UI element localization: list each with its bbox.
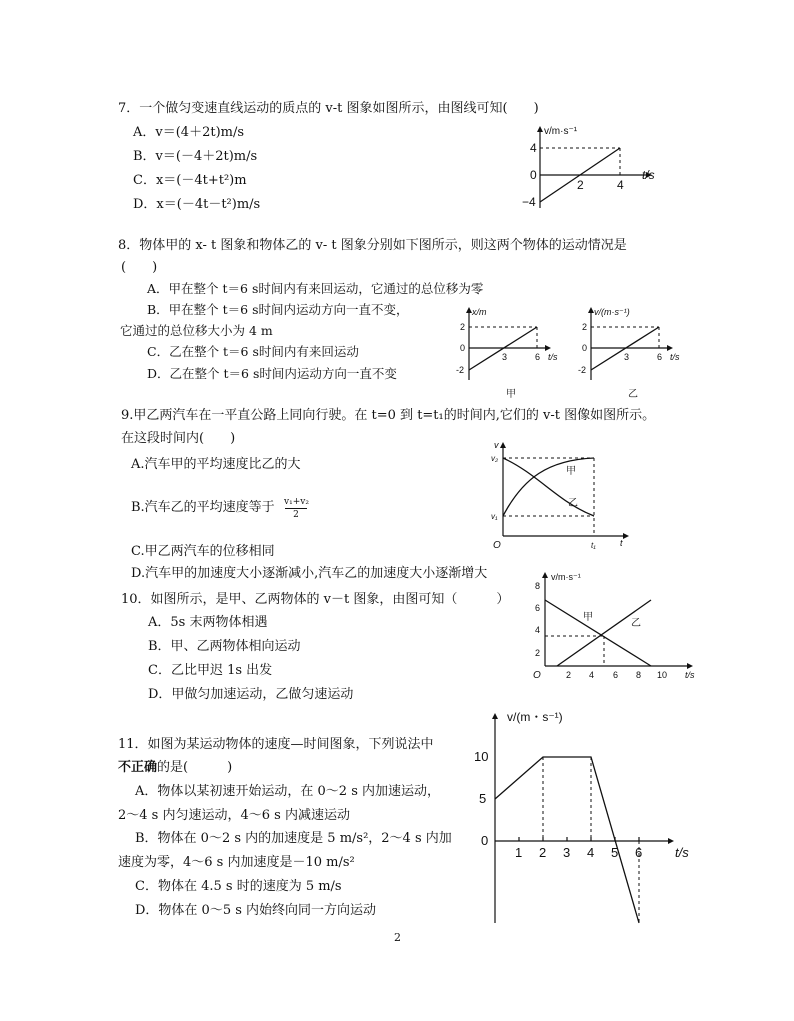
q9-option-b: B.汽车乙的平均速度等于 — [131, 500, 275, 515]
q9-v1-label: v₁ — [491, 512, 498, 521]
q8-yi-xtick-6: 6 — [657, 352, 663, 362]
q8-jia-xtick-3: 3 — [502, 352, 508, 362]
q11-stem-tail: 的是( ) — [157, 760, 233, 775]
q7-xlabel: t/s — [642, 168, 655, 182]
q8-jia-xtick-6: 6 — [535, 352, 541, 362]
q10-ytick-2: 2 — [535, 648, 541, 658]
q9-stem-line2: 在这段时间内( ) — [121, 431, 236, 446]
q11-xtick-3: 3 — [563, 845, 571, 860]
q9-graph — [488, 438, 633, 550]
q8-yi-ylabel: v/(m·s⁻¹) — [594, 307, 630, 317]
q8-jia-xlabel: t/s — [548, 352, 558, 362]
q11-ytick-10: 10 — [474, 749, 489, 764]
q11-stem: 11．如图为某运动物体的速度—时间图象，下列说法中 — [118, 737, 434, 752]
q9-xlabel: t — [620, 538, 623, 548]
q10-jia-line — [545, 600, 651, 666]
q11-xtick-2: 2 — [539, 845, 547, 860]
q9-option-c: C.甲乙两汽车的位移相同 — [131, 544, 275, 559]
q10-graph — [527, 570, 697, 685]
q11-xtick-5: 5 — [611, 845, 619, 860]
q8-jia-ylabel: x/m — [472, 307, 487, 317]
q8-stem: 8．物体甲的 x- t 图象和物体乙的 v- t 图象分别如下图所示，则这两个物体的运动情况是 — [118, 238, 627, 253]
q7-xtick-4: 4 — [617, 178, 624, 192]
q10-option-d: D．甲做匀加速运动，乙做匀速运动 — [148, 687, 354, 702]
q11-xtick-6: 6 — [635, 845, 643, 860]
q10-option-b: B．甲、乙两物体相向运动 — [148, 639, 301, 654]
q7-option-a: A．v＝(4＋2t)m/s — [133, 125, 245, 140]
q10-yi-label: 乙 — [631, 618, 641, 629]
q7-option-d: D．x＝(－4t－t²)m/s — [133, 197, 261, 212]
q10-xtick-4: 4 — [589, 670, 595, 680]
q11-stem-line2 — [118, 760, 232, 776]
q8-jia-ytick-0: 0 — [460, 343, 466, 353]
q9-option-b-fraction-bar — [285, 508, 307, 509]
q7-ytick-0: 0 — [530, 168, 537, 182]
q10-option-c: C．乙比甲迟 1s 出发 — [148, 663, 273, 678]
q8-option-b-cont: 它通过的总位移大小为 4 m — [120, 323, 273, 338]
q11-option-b: B．物体在 0～2 s 内的加速度是 5 m/s²，2～4 s 内加 — [135, 831, 452, 846]
q11-graph — [455, 705, 705, 930]
q8-yi-ytick-neg2: -2 — [578, 365, 587, 375]
q7-ylabel: v/m·s⁻¹ — [544, 126, 578, 137]
q11-option-a-cont: 2～4 s 内匀速运动，4～6 s 内减速运动 — [118, 808, 350, 823]
q9-option-b-numerator: v₁+v₂ — [284, 497, 309, 507]
q10-xtick-10: 10 — [657, 670, 668, 680]
q11-ytick-5: 5 — [479, 791, 487, 806]
q9-yi-curve — [503, 458, 594, 516]
q10-xlabel: t/s — [685, 670, 695, 680]
q10-stem: 10．如图所示，是甲、乙两物体的 v－t 图象，由图可知（ ） — [121, 592, 510, 607]
q8-jia-ytick-2: 2 — [460, 322, 466, 332]
q9-option-d: D.汽车甲的加速度大小逐渐减小,汽车乙的加速度大小逐渐增大 — [131, 566, 488, 581]
q8-graph-jia — [450, 305, 560, 403]
q9-ylabel: v — [494, 440, 499, 450]
q7-ytick-4: 4 — [530, 141, 537, 155]
q11-xtick-1: 1 — [515, 845, 523, 860]
q10-xtick-8: 8 — [636, 670, 642, 680]
q8-yi-xtick-3: 3 — [624, 352, 630, 362]
q7-option-c: C．x＝(－4t+t²)m — [133, 173, 247, 188]
q8-jia-ytick-neg2: -2 — [456, 365, 465, 375]
page-number: 2 — [394, 931, 401, 944]
q8-option-d: D．乙在整个 t＝6 s时间内运动方向一直不变 — [147, 366, 397, 381]
q8-stem-paren: ( ) — [121, 260, 158, 275]
q10-xtick-6: 6 — [613, 670, 619, 680]
q11-option-d: D．物体在 0～5 s 内始终向同一方向运动 — [135, 903, 377, 918]
q8-yi-xlabel: t/s — [670, 352, 680, 362]
q9-yi-label: 乙 — [568, 498, 578, 509]
q10-origin: O — [533, 670, 541, 681]
q10-ylabel: v/m·s⁻¹ — [551, 572, 581, 582]
q11-option-b-cont: 速度为零，4～6 s 内加速度是－10 m/s² — [118, 855, 355, 870]
q8-option-c: C．乙在整个 t＝6 s时间内有来回运动 — [147, 344, 359, 359]
q11-option-c: C．物体在 4.5 s 时的速度为 5 m/s — [135, 879, 342, 894]
q9-stem: 9.甲乙两汽车在一平直公路上同向行驶。在 t=0 到 t=t₁的时间内,它们的 v-t 图像如图所示。 — [121, 408, 656, 423]
q11-stem-bold: 不正确 — [118, 760, 158, 775]
q11-xlabel: t/s — [675, 845, 689, 860]
q9-v2-label: v₂ — [491, 454, 499, 463]
q9-jia-curve — [503, 458, 594, 516]
q7-stem: 7．一个做匀变速直线运动的质点的 v-t 图象如图所示，由图线可知( ) — [118, 101, 539, 116]
q10-jia-label: 甲 — [583, 612, 593, 623]
q7-ytick-neg4: −4 — [522, 195, 536, 209]
q8-option-b: B．甲在整个 t＝6 s时间内运动方向一直不变， — [147, 302, 409, 317]
q9-jia-label: 甲 — [566, 466, 576, 477]
q8-yi-ytick-2: 2 — [582, 322, 588, 332]
q10-ytick-4: 4 — [535, 625, 541, 635]
q8-yi-caption: 乙 — [628, 389, 638, 400]
q8-option-a: A．甲在整个 t＝6 s时间内有来回运动，它通过的总位移为零 — [147, 281, 484, 296]
q10-ytick-8: 8 — [535, 581, 541, 591]
q10-xtick-2: 2 — [566, 670, 572, 680]
q10-ytick-6: 6 — [535, 603, 541, 613]
q11-ytick-0: 0 — [481, 833, 489, 848]
q8-yi-ytick-0: 0 — [582, 343, 588, 353]
q7-graph — [520, 120, 670, 215]
q8-jia-caption: 甲 — [506, 389, 516, 400]
q7-xtick-2: 2 — [577, 178, 584, 192]
q8-graph-yi — [572, 305, 682, 403]
q7-option-b: B．v＝(－4＋2t)m/s — [133, 149, 258, 164]
q10-option-a: A．5s 末两物体相遇 — [148, 615, 268, 630]
q11-xtick-4: 4 — [587, 845, 595, 860]
q9-option-a: A.汽车甲的平均速度比乙的大 — [131, 457, 301, 472]
q11-ylabel: v/(m・s⁻¹) — [507, 710, 563, 724]
q9-t1-label: t₁ — [591, 541, 596, 550]
q11-option-a: A．物体以某初速开始运动，在 0～2 s 内加速运动， — [135, 784, 440, 799]
q9-option-b-denominator: 2 — [293, 510, 299, 520]
q9-origin: O — [493, 540, 501, 551]
